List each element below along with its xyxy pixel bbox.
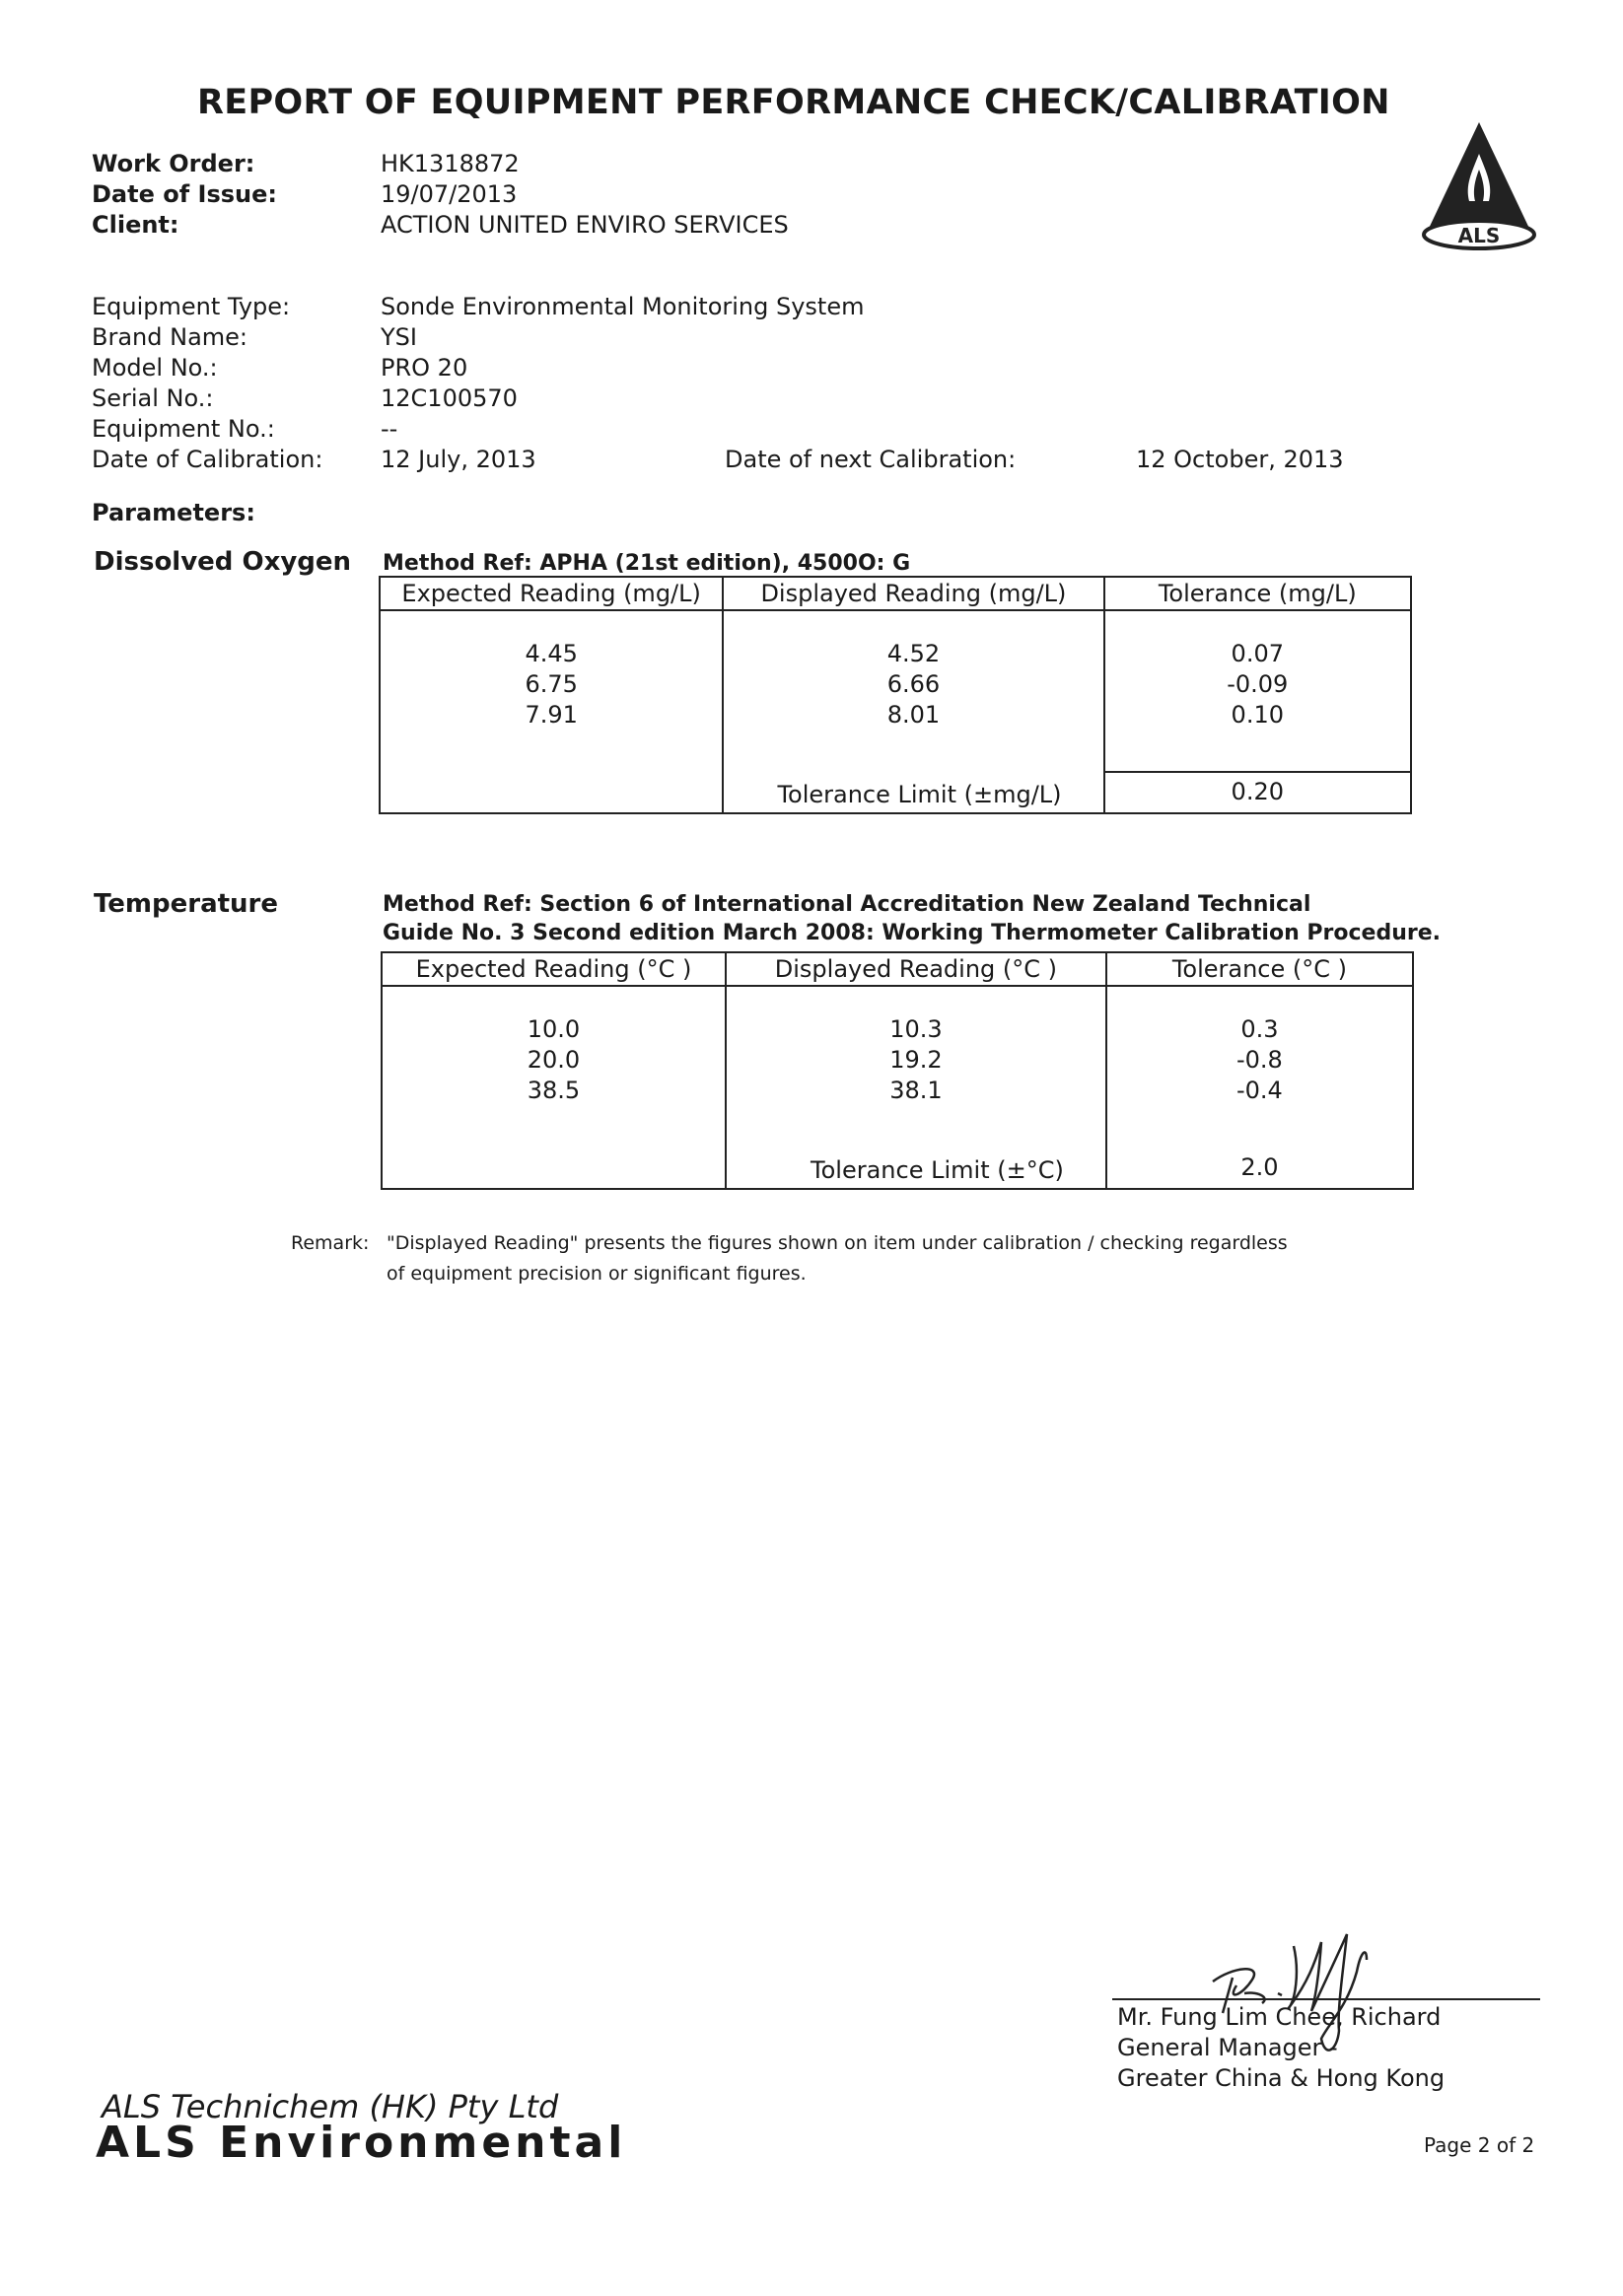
temp-tolerance-cell xyxy=(1106,986,1413,1189)
model-no-label: Model No.: xyxy=(92,354,218,382)
client-value: ACTION UNITED ENVIRO SERVICES xyxy=(381,211,789,239)
table-cell: 4.52 xyxy=(886,640,941,667)
temp-header-tolerance: Tolerance (°C ) xyxy=(1106,952,1413,986)
date-of-issue-label: Date of Issue: xyxy=(92,180,277,208)
model-no-value: PRO 20 xyxy=(381,354,468,382)
signatory-title: General Manager - xyxy=(1117,2034,1338,2061)
table-header-row xyxy=(380,577,1411,610)
table-body-row xyxy=(382,986,1413,1189)
table-cell: 20.0 xyxy=(527,1046,581,1074)
equipment-type-label: Equipment Type: xyxy=(92,293,291,320)
table-cell: 19.2 xyxy=(889,1046,943,1074)
equipment-no-value: -- xyxy=(381,415,398,443)
temp-method-ref-line2: Guide No. 3 Second edition March 2008: Working Thermometer Calibration Procedure. xyxy=(383,921,1441,945)
remark-label: Remark: xyxy=(291,1232,370,1254)
do-method-ref: Method Ref: APHA (21st edition), 4500O: G xyxy=(383,551,911,576)
company-name: ALS Technichem (HK) Pty Ltd xyxy=(102,2088,559,2125)
als-logo xyxy=(1420,116,1538,254)
dissolved-oxygen-label: Dissolved Oxygen xyxy=(94,547,352,577)
table-cell: 8.01 xyxy=(886,701,941,729)
temperature-label: Temperature xyxy=(94,889,279,919)
table-cell: 0.07 xyxy=(1231,640,1284,667)
equipment-type-value: Sonde Environmental Monitoring System xyxy=(381,293,865,320)
table-cell: 4.45 xyxy=(525,640,578,667)
temp-tolerance-limit-label: Tolerance Limit (±°C) xyxy=(811,1156,1064,1184)
table-cell: 10.0 xyxy=(527,1015,581,1043)
table-cell: 10.3 xyxy=(889,1015,943,1043)
table-cell: 38.1 xyxy=(889,1077,943,1104)
brand-wordmark: ALS Environmental xyxy=(96,2118,627,2168)
remark-line1: "Displayed Reading" presents the figures shown on item under calibration / checking regardless xyxy=(387,1232,1288,1254)
table-cell: -0.09 xyxy=(1227,670,1289,698)
equipment-no-label: Equipment No.: xyxy=(92,415,275,443)
als-logo-icon xyxy=(1420,116,1538,254)
do-expected-cell xyxy=(380,610,723,813)
temp-method-ref-line1: Method Ref: Section 6 of International Accreditation New Zealand Technical xyxy=(383,892,1311,917)
signatory-name: Mr. Fung Lim Chee, Richard xyxy=(1117,2003,1442,2031)
table-cell: 0.3 xyxy=(1240,1015,1279,1043)
dissolved-oxygen-table xyxy=(379,576,1412,814)
calibration-date-value: 12 July, 2013 xyxy=(381,446,536,473)
client-label: Client: xyxy=(92,211,179,239)
report-title: REPORT OF EQUIPMENT PERFORMANCE CHECK/CALIBRATION xyxy=(197,83,1390,122)
signature-line xyxy=(1112,1998,1540,2000)
table-cell: 7.91 xyxy=(525,701,578,729)
table-cell: 6.75 xyxy=(525,670,578,698)
do-tolerance-cell xyxy=(1104,610,1411,813)
signatory-region: Greater China & Hong Kong xyxy=(1117,2064,1446,2092)
temp-header-displayed: Displayed Reading (°C ) xyxy=(726,952,1106,986)
table-cell: 0.10 xyxy=(1231,701,1284,729)
calibration-date-label: Date of Calibration: xyxy=(92,446,323,473)
date-of-issue-value: 19/07/2013 xyxy=(381,180,518,208)
temp-expected-cell xyxy=(382,986,726,1189)
next-calibration-label: Date of next Calibration: xyxy=(725,446,1017,473)
temperature-table xyxy=(381,951,1414,1190)
remark-line2: of equipment precision or significant figures. xyxy=(387,1263,807,1285)
brand-name-label: Brand Name: xyxy=(92,323,248,351)
serial-no-value: 12C100570 xyxy=(381,384,518,412)
work-order-value: HK1318872 xyxy=(381,150,520,177)
do-header-tolerance: Tolerance (mg/L) xyxy=(1104,577,1411,610)
table-cell: 38.5 xyxy=(527,1077,581,1104)
parameters-label: Parameters: xyxy=(92,499,255,526)
table-cell: 6.66 xyxy=(886,670,941,698)
brand-name-value: YSI xyxy=(381,323,417,351)
table-body-row xyxy=(380,610,1411,813)
table-cell: -0.8 xyxy=(1236,1046,1283,1074)
page-number: Page 2 of 2 xyxy=(1424,2133,1535,2157)
do-header-displayed: Displayed Reading (mg/L) xyxy=(723,577,1103,610)
serial-no-label: Serial No.: xyxy=(92,384,214,412)
temp-header-expected: Expected Reading (°C ) xyxy=(382,952,726,986)
next-calibration-value: 12 October, 2013 xyxy=(1136,446,1344,473)
do-tolerance-limit-label: Tolerance Limit (±mg/L) xyxy=(777,781,1062,808)
do-tolerance-limit-value: 0.20 xyxy=(1105,771,1410,812)
work-order-label: Work Order: xyxy=(92,150,255,177)
do-displayed-cell xyxy=(723,610,1103,813)
temp-tolerance-limit-value: 2.0 xyxy=(1240,1153,1279,1181)
table-cell: -0.4 xyxy=(1236,1077,1283,1104)
temp-displayed-cell xyxy=(726,986,1106,1189)
logo-text: ALS xyxy=(1457,224,1501,247)
table-header-row xyxy=(382,952,1413,986)
do-header-expected: Expected Reading (mg/L) xyxy=(380,577,723,610)
